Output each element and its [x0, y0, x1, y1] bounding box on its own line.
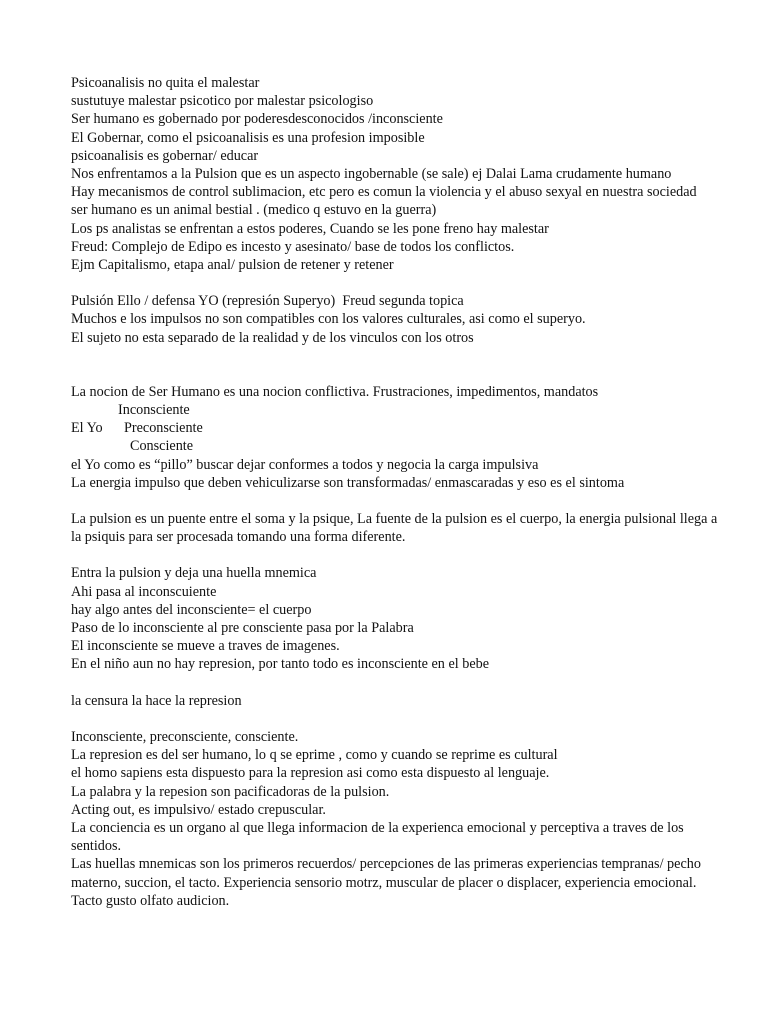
section-censura — [71, 692, 721, 710]
section-represion — [71, 728, 721, 910]
text-line: El inconsciente se mueve a traves de imagenes. — [71, 638, 340, 655]
section-malestar — [71, 74, 721, 274]
text-paragraph: Las huellas mnemicas son los primeros recuerdos/ percepciones de las primeras experiencias tempranas/ pecho materno, succion, el tacto. Experiencia sensorio motrz, muscular de placer o displacer, experiencia emocional. Tacto gusto olfato audicion. — [71, 856, 705, 909]
document-body — [71, 74, 721, 910]
text-line: ser humano es un animal bestial . (medico q estuvo en la guerra) — [71, 202, 437, 219]
yo-consciente-label: Consciente — [130, 438, 194, 455]
text-line: Pulsión Ello / defensa YO (represión Superyo) Freud segunda topica — [71, 293, 464, 310]
text-line: Psicoanalisis no quita el malestar — [71, 75, 260, 91]
text-line: Inconsciente, preconsciente, consciente. — [71, 728, 299, 745]
text-paragraph: La pulsion es un puente entre el soma y la psique, La fuente de la pulsion es el cuerpo, la energia pulsional llega a la psiquis para ser procesada tomando una forma diferente. — [71, 511, 721, 546]
text-line: Los ps analistas se enfrentan a estos poderes, Cuando se les pone freno hay malestar — [71, 220, 549, 237]
text-line: La energia impulso que deben vehiculizarse son transformadas/ enmascaradas y eso es el sintoma — [71, 474, 625, 491]
section-huella-mnemica — [71, 564, 721, 673]
text-line: psicoanalisis es gobernar/ educar — [71, 147, 259, 164]
yo-label: El Yo — [71, 420, 103, 437]
text-line: La nocion de Ser Humano es una nocion conflictiva. Frustraciones, impedimentos, mandatos — [71, 383, 599, 400]
text-line: Hay mecanismos de control sublimacion, etc pero es comun la violencia y el abuso sexyal en nuestra sociedad — [71, 184, 697, 201]
section-ser-humano — [71, 383, 721, 492]
text-line: el Yo como es “pillo” buscar dejar conformes a todos y negocia la carga impulsiva — [71, 456, 539, 473]
text-line: Paso de lo inconsciente al pre consciente pasa por la Palabra — [71, 620, 414, 637]
text-paragraph: La conciencia es un organo al que llega informacion de la experienca emocional y perceptiva a traves de los sentidos. — [71, 819, 688, 855]
yo-inconsciente-label: Inconsciente — [118, 402, 190, 419]
text-line: hay algo antes del inconsciente= el cuerpo — [71, 601, 312, 618]
text-line: Nos enfrentamos a la Pulsion que es un aspecto ingobernable (se sale) ej Dalai Lama crudamente humano — [71, 166, 672, 183]
text-line: La represion es del ser humano, lo q se eprime , como y cuando se reprime es cultural — [71, 747, 558, 764]
text-line: La palabra y la repesion son pacificadoras de la pulsion. — [71, 783, 390, 800]
section-segunda-topica — [71, 292, 721, 347]
text-line: Ahi pasa al inconscuiente — [71, 583, 217, 600]
text-line: Ejm Capitalismo, etapa anal/ pulsion de retener y retener — [71, 257, 394, 274]
text-line: Freud: Complejo de Edipo es incesto y asesinato/ base de todos los conflictos. — [71, 238, 515, 255]
text-line: Muchos e los impulsos no son compatibles con los valores culturales, asi como el superyo. — [71, 311, 586, 328]
yo-preconsciente-label: Preconsciente — [124, 420, 203, 437]
text-line: El Gobernar, como el psicoanalisis es una profesion imposible — [71, 129, 425, 146]
text-line: el homo sapiens esta dispuesto para la represion asi como esta dispuesto al lenguaje. — [71, 765, 550, 782]
text-line: Entra la pulsion y deja una huella mnemica — [71, 565, 317, 582]
text-line: Ser humano es gobernado por poderesdesconocidos /inconsciente — [71, 111, 443, 128]
section-pulsion-puente — [71, 510, 721, 546]
text-line: la censura la hace la represion — [71, 692, 242, 709]
text-line: sustutuye malestar psicotico por malestar psicologiso — [71, 93, 374, 110]
text-line: En el niño aun no hay represion, por tanto todo es inconsciente en el bebe — [71, 656, 490, 673]
text-line: El sujeto no esta separado de la realidad y de los vinculos con los otros — [71, 329, 474, 346]
text-line: Acting out, es impulsivo/ estado crepuscular. — [71, 801, 326, 818]
yo-diagram — [71, 401, 721, 456]
